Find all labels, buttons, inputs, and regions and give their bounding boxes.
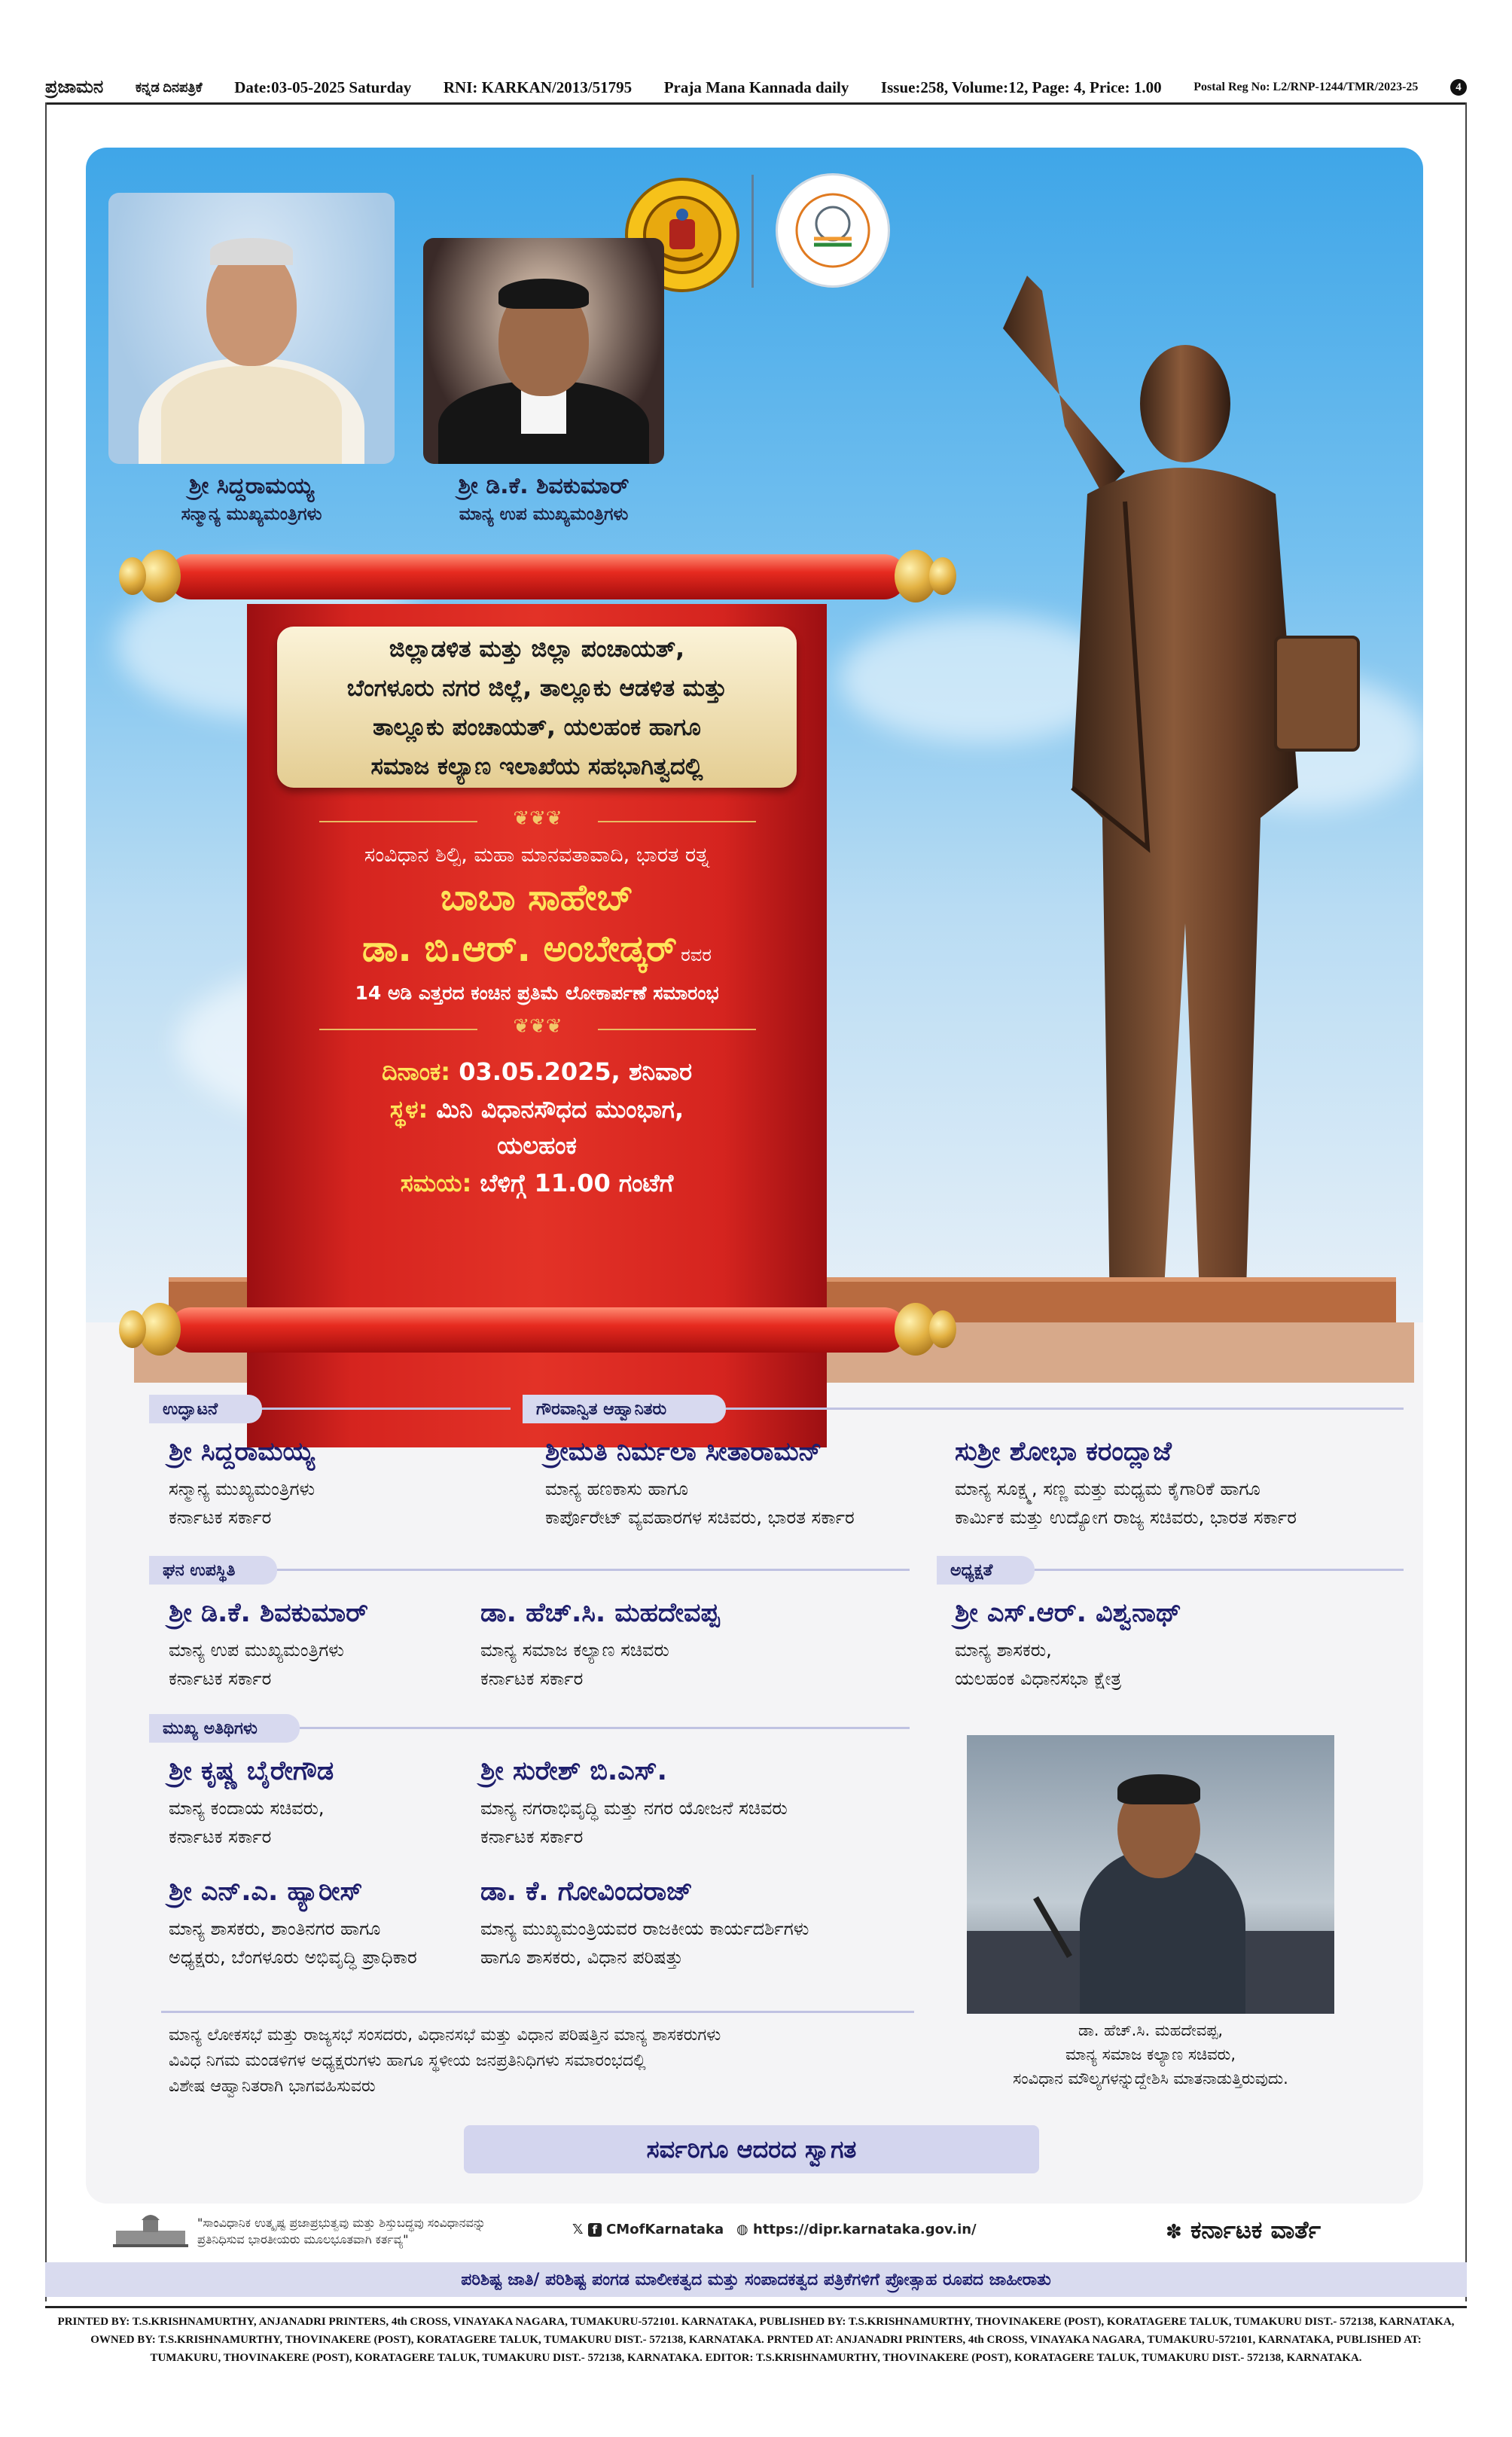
quote-line: ಪ್ರತಿನಿಧಿಸುವ ಭಾರತೀಯರು ಮೂಲಭೂತವಾಗಿ ಕರ್ತವ್ಯ" <box>197 2232 409 2246</box>
name-suffix: ರವರ <box>681 944 712 965</box>
guest-name: ಶ್ರೀ ಡಿ.ಕೆ. ಶಿವಕುಮಾರ್ <box>169 1598 368 1628</box>
masthead-rule <box>45 102 1467 105</box>
emblem-divider <box>751 175 754 288</box>
guest-desc: ಕಾರ್ಪೊರೇಟ್ ವ್ಯವಹಾರಗಳ ಸಚಿವರು, ಭಾರತ ಸರ್ಕಾರ <box>545 1507 855 1528</box>
issue-date: Date:03-05-2025 Saturday <box>234 78 412 96</box>
guest-name: ಡಾ. ಹೆಚ್.ಸಿ. ಮಹದೇವಪ್ಪ <box>480 1598 720 1628</box>
guest-desc: ಮಾನ್ಯ ಶಾಸಕರು, <box>955 1639 1052 1661</box>
website-link[interactable] <box>736 2222 977 2237</box>
scroll-knob <box>119 1310 146 1348</box>
vidhana-soudha-icon <box>113 2213 188 2247</box>
guest-desc: ಮಾನ್ಯ ಕಂದಾಯ ಸಚಿವರು, <box>169 1798 325 1819</box>
portrait-name: ಶ್ರೀ ಸಿದ್ದರಾಮಯ್ಯ <box>188 473 315 499</box>
banner-line: ಸಮಾಜ ಕಲ್ಯಾಣ ಇಲಾಖೆಯ ಸಹಭಾಗಿತ್ವದಲ್ಲಿ <box>370 753 703 780</box>
constitution-emblem-icon <box>776 173 890 288</box>
imprint-line: PRINTED BY: T.S.KRISHNAMURTHY, ANJANADRI PRINTERS, 4th CROSS, VINAYAKA NAGARA, TUMAKURU-572101. KARNATAKA, PUBLISHED BY: T.S.KRISHNAMURTHY, THOVINAKERE (POST), KORATAGERE TALUK, TUMAKURU DIST.- 572138, KARNATAKA, <box>57 2316 1455 2328</box>
guest-name: ಶ್ರೀ ಸುರೇಶ್ ಬಿ.ಎಸ್. <box>480 1756 667 1786</box>
advertisement-panel <box>86 148 1423 2204</box>
organisers-banner <box>277 627 797 788</box>
scroll-knob <box>929 1310 956 1348</box>
portrait-siddaramaiah <box>108 193 395 464</box>
photo-caption: ಸಂವಿಧಾನ ಮೌಲ್ಯಗಳನ್ನುದ್ದೇಶಿಸಿ ಮಾತನಾಡುತ್ತಿರುವುದು. <box>1013 2069 1288 2088</box>
paper-name: Praja Mana Kannada daily <box>663 78 849 96</box>
guest-desc: ಮಾನ್ಯ ಸೂಕ್ಷ್ಮ, ಸಣ್ಣ ಮತ್ತು ಮಧ್ಯಮ ಕೈಗಾರಿಕೆ ಹಾಗೂ <box>955 1478 1261 1499</box>
issue-info: Issue:258, Volume:12, Page: 4, Price: 1.00 <box>880 78 1162 96</box>
time-value: ಬೆಳಿಗ್ಗೆ 11.00 ಗಂಟೆಗೆ <box>480 1169 674 1197</box>
photo-caption: ಡಾ. ಹೆಚ್.ಸಿ. ಮಹದೇವಪ್ಪ, <box>1078 2021 1224 2039</box>
social-handle[interactable] <box>572 2222 724 2237</box>
venue-value-2: ಯಲಹಂಕ <box>497 1131 577 1160</box>
paper-tagline: ಕನ್ನಡ ದಿನಪತ್ರಿಕೆ <box>135 79 203 95</box>
ornament-icon: ❦❦❦ <box>513 807 562 830</box>
postal-reg: Postal Reg No: L2/RNP-1244/TMR/2023-25 <box>1193 81 1419 93</box>
event-description: 14 ಅಡಿ ಎತ್ತರದ ಕಂಚಿನ ಪ್ರತಿಮೆ ಲೋಕಾರ್ಪಣೆ ಸಮಾರಂಭ <box>355 982 719 1004</box>
portrait-title: ಸನ್ಮಾನ್ಯ ಮುಖ್ಯಮಂತ್ರಿಗಳು <box>181 505 322 524</box>
scroll-knob <box>929 557 956 595</box>
globe-icon: ◍ <box>736 2222 748 2237</box>
section-tag: ಘನ ಉಪಸ್ಥಿತಿ <box>149 1556 277 1585</box>
column-rule-right <box>1465 102 1467 2301</box>
page-number: 4 <box>1450 79 1467 96</box>
ornament-icon: ❦❦❦ <box>513 1015 562 1038</box>
ornament-line <box>319 821 477 822</box>
minister-photo <box>967 1735 1334 2014</box>
section-rule <box>1035 1569 1404 1571</box>
guest-desc: ಹಾಗೂ ಶಾಸಕರು, ವಿಧಾನ ಪರಿಷತ್ತು <box>480 1947 683 1968</box>
invitation-note: ವಿವಿಧ ನಿಗಮ ಮಂಡಳಿಗಳ ಅಧ್ಯಕ್ಷರುಗಳು ಹಾಗೂ ಸ್ಥಳೀಯ ಜನಪ್ರತಿನಿಧಿಗಳು ಸಮಾರಂಭದಲ್ಲಿ <box>169 2051 646 2070</box>
guest-desc: ಮಾನ್ಯ ಹಣಕಾಸು ಹಾಗೂ <box>545 1478 688 1499</box>
name-line-1: ಬಾಬಾ ಸಾಹೇಬ್ <box>440 877 633 919</box>
guest-name: ಶ್ರೀಮತಿ ನಿರ್ಮಲಾ ಸೀತಾರಾಮನ್ <box>545 1437 822 1467</box>
guest-name: ಶ್ರೀ ಸಿದ್ದರಾಮಯ್ಯ <box>169 1437 315 1467</box>
guest-desc: ಕಾರ್ಮಿಕ ಮತ್ತು ಉದ್ಯೋಗ ರಾಜ್ಯ ಸಚಿವರು, ಭಾರತ ಸರ್ಕಾರ <box>955 1507 1297 1528</box>
event-time <box>247 1169 827 1198</box>
masthead <box>45 74 1467 101</box>
brand-text: ಕರ್ನಾಟಕ ವಾರ್ತೆ <box>1190 2216 1321 2244</box>
section-tag: ಉದ್ಘಾಟನೆ <box>149 1395 262 1423</box>
name-line-2 <box>277 928 797 971</box>
venue-value: ಮಿನಿ ವಿಧಾನಸೌಧದ ಮುಂಭಾಗ, <box>436 1095 684 1124</box>
guest-desc: ಯಲಹಂಕ ವಿಧಾನಸಭಾ ಕ್ಷೇತ್ರ <box>955 1668 1122 1689</box>
guest-name: ಶ್ರೀ ಕೃಷ್ಣ ಬೈರೇಗೌಡ <box>169 1756 334 1786</box>
time-label: ಸಮಯ: <box>400 1169 472 1197</box>
website-text: https://dipr.karnataka.gov.in/ <box>753 2222 977 2237</box>
section-tag: ಮುಖ್ಯ ಅತಿಥಿಗಳು <box>149 1714 300 1743</box>
portrait-title: ಮಾನ್ಯ ಉಪ ಮುಖ್ಯಮಂತ್ರಿಗಳು <box>459 505 629 524</box>
portrait-dk-shivakumar <box>423 238 664 464</box>
venue-label: ಸ್ಥಳ: <box>389 1095 428 1124</box>
guest-desc: ಕರ್ನಾಟಕ ಸರ್ಕಾರ <box>480 1668 584 1689</box>
imprint-rule <box>45 2306 1467 2308</box>
imprint-line: TUMAKURU, THOVINAKERE (POST), KORATAGERE TALUK, TUMAKURU DIST.- 572138, KARNATAKA. EDITOR: T.S.KRISHNAMURTHY, THOVINAKERE (POST), KORATAGERE TALUK, TUMAKURU DIST.- 572138, KARNATAKA. <box>150 2352 1362 2364</box>
portrait-name: ಶ್ರೀ ಡಿ.ಕೆ. ಶಿವಕುಮಾರ್ <box>458 473 629 499</box>
imprint-line: OWNED BY: T.S.KRISHNAMURTHY, THOVINAKERE (POST), KORATAGERE TALUK, TUMAKURU DIST.- 572138, KARNATAKA. PRNTED AT: ANJANADRI PRINTERS, 4th CROSS, VINAYAKA NAGARA, TUMAKURU-572101, KARNATAKA, PUBLISHED AT: <box>90 2334 1422 2346</box>
guest-desc: ಮಾನ್ಯ ನಗರಾಭಿವೃದ್ಧಿ ಮತ್ತು ನಗರ ಯೋಜನೆ ಸಚಿವರು <box>480 1798 788 1819</box>
guest-name: ಶ್ರೀ ಎಸ್.ಆರ್. ವಿಶ್ವನಾಥ್ <box>955 1598 1181 1628</box>
guest-desc: ಮಾನ್ಯ ಸಮಾಜ ಕಲ್ಯಾಣ ಸಚಿವರು <box>480 1639 669 1661</box>
guest-desc: ಕರ್ನಾಟಕ ಸರ್ಕಾರ <box>169 1668 272 1689</box>
guest-desc: ಮಾನ್ಯ ಶಾಸಕರು, ಶಾಂತಿನಗರ ಹಾಗೂ <box>169 1918 381 1939</box>
section-tag: ಅಧ್ಯಕ್ಷತೆ <box>937 1556 1035 1585</box>
invitation-note: ಮಾನ್ಯ ಲೋಕಸಭೆ ಮತ್ತು ರಾಜ್ಯಸಭೆ ಸಂಸದರು, ವಿಧಾನಸಭೆ ಮತ್ತು ವಿಧಾನ ಪರಿಷತ್ತಿನ ಮಾನ್ಯ ಶಾಸಕರುಗಳು <box>169 2026 721 2045</box>
ornament-line <box>598 1029 756 1030</box>
social-handle-text: CMofKarnataka <box>606 2222 724 2237</box>
paper-logo: ಪ್ರಜಾಮನ <box>45 77 104 97</box>
section-rule <box>161 2011 914 2013</box>
ornament-line <box>598 821 756 822</box>
guest-desc: ಅಧ್ಯಕ್ಷರು, ಬೆಂಗಳೂರು ಅಭಿವೃದ್ಧಿ ಪ್ರಾಧಿಕಾರ <box>169 1947 417 1968</box>
guest-desc: ಸನ್ಮಾನ್ಯ ಮುಖ್ಯಮಂತ್ರಿಗಳು <box>169 1478 316 1499</box>
photo-caption: ಮಾನ್ಯ ಸಮಾಜ ಕಲ್ಯಾಣ ಸಚಿವರು, <box>1065 2045 1236 2063</box>
invitation-note: ವಿಶೇಷ ಆಹ್ವಾನಿತರಾಗಿ ಭಾಗವಹಿಸುವರು <box>169 2077 376 2096</box>
quote-line: "ಸಾಂವಿಧಾನಿಕ ಉತ್ಕೃಷ್ಟ ಪ್ರಜಾಪ್ರಭುತ್ವವು ಮತ್ತು ಶಿಸ್ತುಬದ್ಧವು ಸಂವಿಧಾನವನ್ನು <box>197 2216 486 2230</box>
scroll-knob <box>119 557 146 595</box>
guest-name: ಡಾ. ಕೆ. ಗೋವಿಂದರಾಜ್ <box>480 1877 693 1907</box>
guest-name: ಸುಶ್ರೀ ಶೋಭಾ ಕರಂದ್ಲಾಜೆ <box>955 1437 1172 1467</box>
section-tag: ಗೌರವಾನ್ವಿತ ಆಹ್ವಾನಿತರು <box>523 1395 726 1423</box>
event-venue <box>247 1095 827 1124</box>
ornament-line <box>319 1029 477 1030</box>
guest-desc: ಮಾನ್ಯ ಉಪ ಮುಖ್ಯಮಂತ್ರಿಗಳು <box>169 1639 344 1661</box>
rni-number: RNI: KARKAN/2013/51795 <box>443 78 633 96</box>
welcome-banner: ಸರ್ವರಿಗೂ ಆದರದ ಸ್ವಾಗತ <box>464 2125 1039 2173</box>
ad-category-strip: ಪರಿಶಿಷ್ಟ ಜಾತಿ/ ಪರಿಶಿಷ್ಟ ಪಂಗಡ ಮಾಲೀಕತ್ವದ ಮತ್ತು ಸಂಪಾದಕತ್ವದ ಪತ್ರಿಕೆಗಳಿಗೆ ಪ್ರೋತ್ಸಾಹ ರೂಪದ ಜಾಹೀರಾತು <box>45 2262 1467 2297</box>
date-value: 03.05.2025, ಶನಿವಾರ <box>459 1057 693 1086</box>
section-rule <box>262 1408 511 1410</box>
banner-line: ತಾಲ್ಲೂಕು ಪಂಚಾಯತ್, ಯಲಹಂಕ ಹಾಗೂ <box>373 714 701 741</box>
column-rule-left <box>45 102 47 2301</box>
ambedkar-name: ಡಾ. ಬಿ.ಆರ್. ಅಂಬೇಡ್ಕರ್ <box>362 928 678 970</box>
facebook-icon: f <box>588 2223 602 2237</box>
karnataka-varthe-logo: ✽ ಕರ್ನಾಟಕ ವಾರ್ತೆ <box>1166 2216 1321 2244</box>
guest-desc: ಕರ್ನಾಟಕ ಸರ್ಕಾರ <box>169 1826 272 1847</box>
banner-line: ಜಿಲ್ಲಾಡಳಿತ ಮತ್ತು ಜಿಲ್ಲಾ ಪಂಚಾಯತ್, <box>389 636 685 663</box>
scroll-bottom-roller <box>169 1307 907 1353</box>
event-date <box>247 1057 827 1087</box>
guest-desc: ಕರ್ನಾಟಕ ಸರ್ಕಾರ <box>169 1507 272 1528</box>
section-rule <box>277 1569 910 1571</box>
scroll-top-roller <box>169 554 907 599</box>
epithet: ಸಂವಿಧಾನ ಶಿಲ್ಪಿ, ಮಹಾ ಮಾನವತಾವಾದಿ, ಭಾರತ ರತ್ನ <box>364 843 710 867</box>
section-rule <box>726 1408 1404 1410</box>
banner-line: ಬೆಂಗಳೂರು ನಗರ ಜಿಲ್ಲೆ, ತಾಲ್ಲೂಕು ಆಡಳಿತ ಮತ್ತು <box>346 675 727 702</box>
guest-name: ಶ್ರೀ ಎನ್.ಎ. ಹ್ಯಾರೀಸ್ <box>169 1877 363 1907</box>
x-icon: 𝕏 <box>572 2222 584 2237</box>
guest-desc: ಮಾನ್ಯ ಮುಖ್ಯಮಂತ್ರಿಯವರ ರಾಜಕೀಯ ಕಾರ್ಯದರ್ಶಿಗಳು <box>480 1918 809 1939</box>
section-rule <box>300 1727 910 1729</box>
date-label: ದಿನಾಂಕ: <box>381 1057 451 1086</box>
guest-desc: ಕರ್ನಾಟಕ ಸರ್ಕಾರ <box>480 1826 584 1847</box>
